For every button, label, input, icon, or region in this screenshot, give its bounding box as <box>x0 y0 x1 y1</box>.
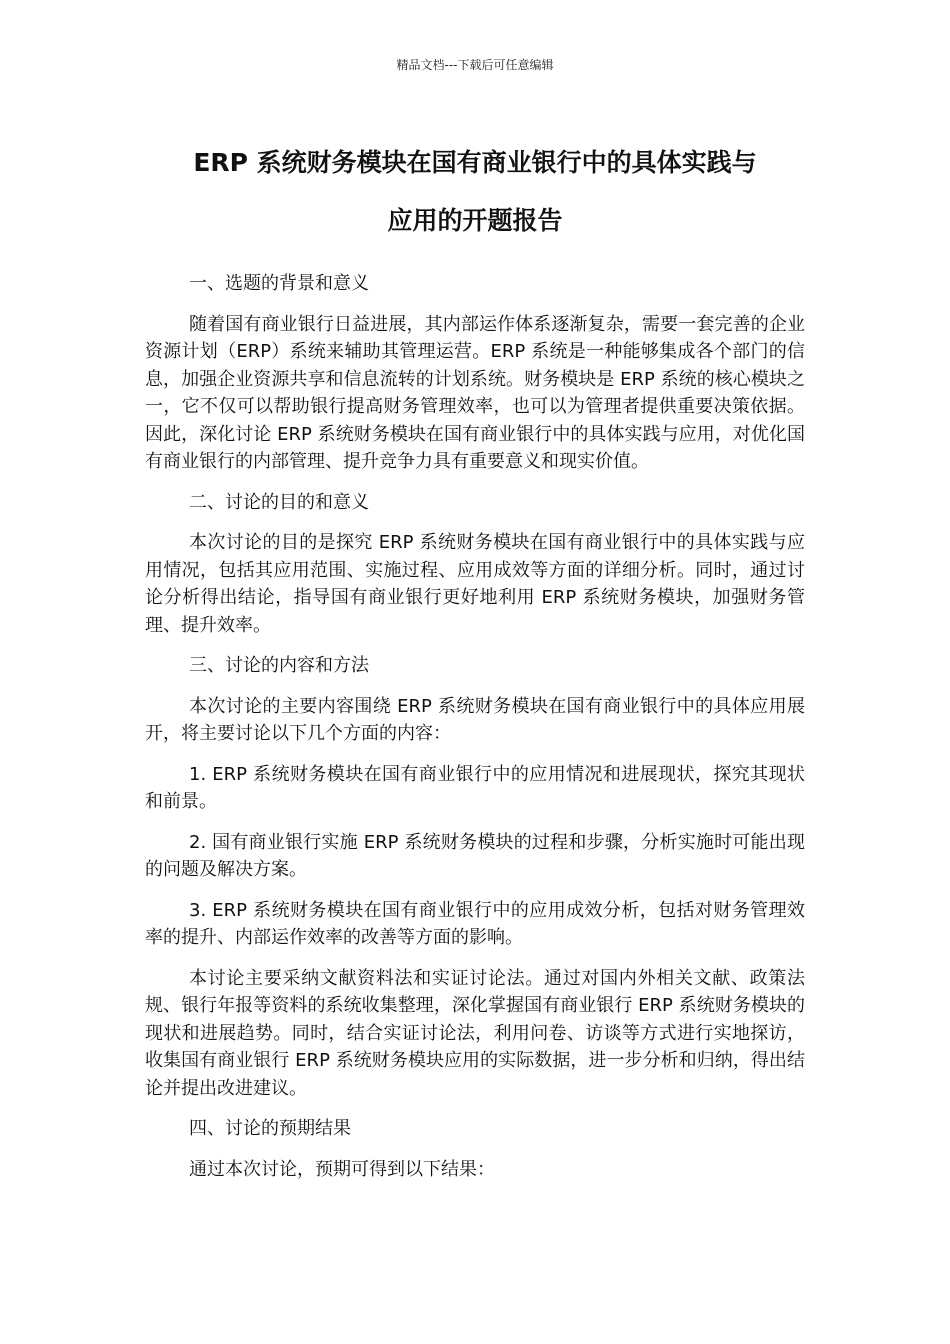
paragraph-purpose: 本次讨论的目的是探究 ERP 系统财务模块在国有商业银行中的具体实践与应用情况，包括其应用范围、实施过程、应用成效等方面的详细分析。同时，通过讨论分析得出结论，指导国有商业银行更好地利用 ERP 系统财务模块，加强财务管理、提升效率。 <box>145 532 805 636</box>
list-item-3: 3. ERP 系统财务模块在国有商业银行中的应用成效分析，包括对财务管理效率的提升、内部运作效率的改善等方面的影响。 <box>145 899 805 948</box>
paragraph-background: 随着国有商业银行日益进展，其内部运作体系逐渐复杂，需要一套完善的企业资源计划（ERP）系统来辅助其管理运营。ERP 系统是一种能够集成各个部门的信息，加强企业资源共享和信息流转的计划系统。财务模块是 ERP 系统的核心模块之一，它不仅可以帮助银行提高财务管理效率，也可以为管理者提供重要决策依据。因此，深化讨论 ERP 系统财务模块在国有商业银行中的具体实践与应用，对优化国有商业银行的内部管理、提升竞争力具有重要意义和现实价值。 <box>145 313 805 472</box>
document-body <box>145 270 805 1196</box>
paragraph-method: 本讨论主要采纳文献资料法和实证讨论法。通过对国内外相关文献、政策法规、银行年报等资料的系统收集整理，深化掌握国有商业银行 ERP 系统财务模块的现状和进展趋势。同时，结合实证讨论法，利用问卷、访谈等方式进行实地探访，收集国有商业银行 ERP 系统财务模块应用的实际数据，进一步分析和归纳，得出结论并提出改进建议。 <box>145 967 805 1099</box>
section-heading-purpose: 二、讨论的目的和意义 <box>189 491 369 513</box>
list-item-2: 2. 国有商业银行实施 ERP 系统财务模块的过程和步骤，分析实施时可能出现的问题及解决方案。 <box>145 831 805 880</box>
document-title <box>140 134 810 250</box>
list-item-1: 1. ERP 系统财务模块在国有商业银行中的应用情况和进展现状，探究其现状和前景。 <box>145 763 805 812</box>
paragraph-expected-results: 通过本次讨论，预期可得到以下结果： <box>189 1158 495 1180</box>
title-line-1: ERP 系统财务模块在国有商业银行中的具体实践与 <box>193 148 757 177</box>
section-heading-expected-results: 四、讨论的预期结果 <box>189 1118 351 1139</box>
title-line-2: 应用的开题报告 <box>387 206 563 235</box>
paragraph-content-intro: 本次讨论的主要内容围绕 ERP 系统财务模块在国有商业银行中的具体应用展开，将主要讨论以下几个方面的内容： <box>145 695 805 744</box>
section-heading-background: 一、选题的背景和意义 <box>189 273 369 294</box>
page-header: 精品文档---下载后可任意编辑 <box>396 58 554 72</box>
section-heading-content-method: 三、讨论的内容和方法 <box>189 655 369 676</box>
